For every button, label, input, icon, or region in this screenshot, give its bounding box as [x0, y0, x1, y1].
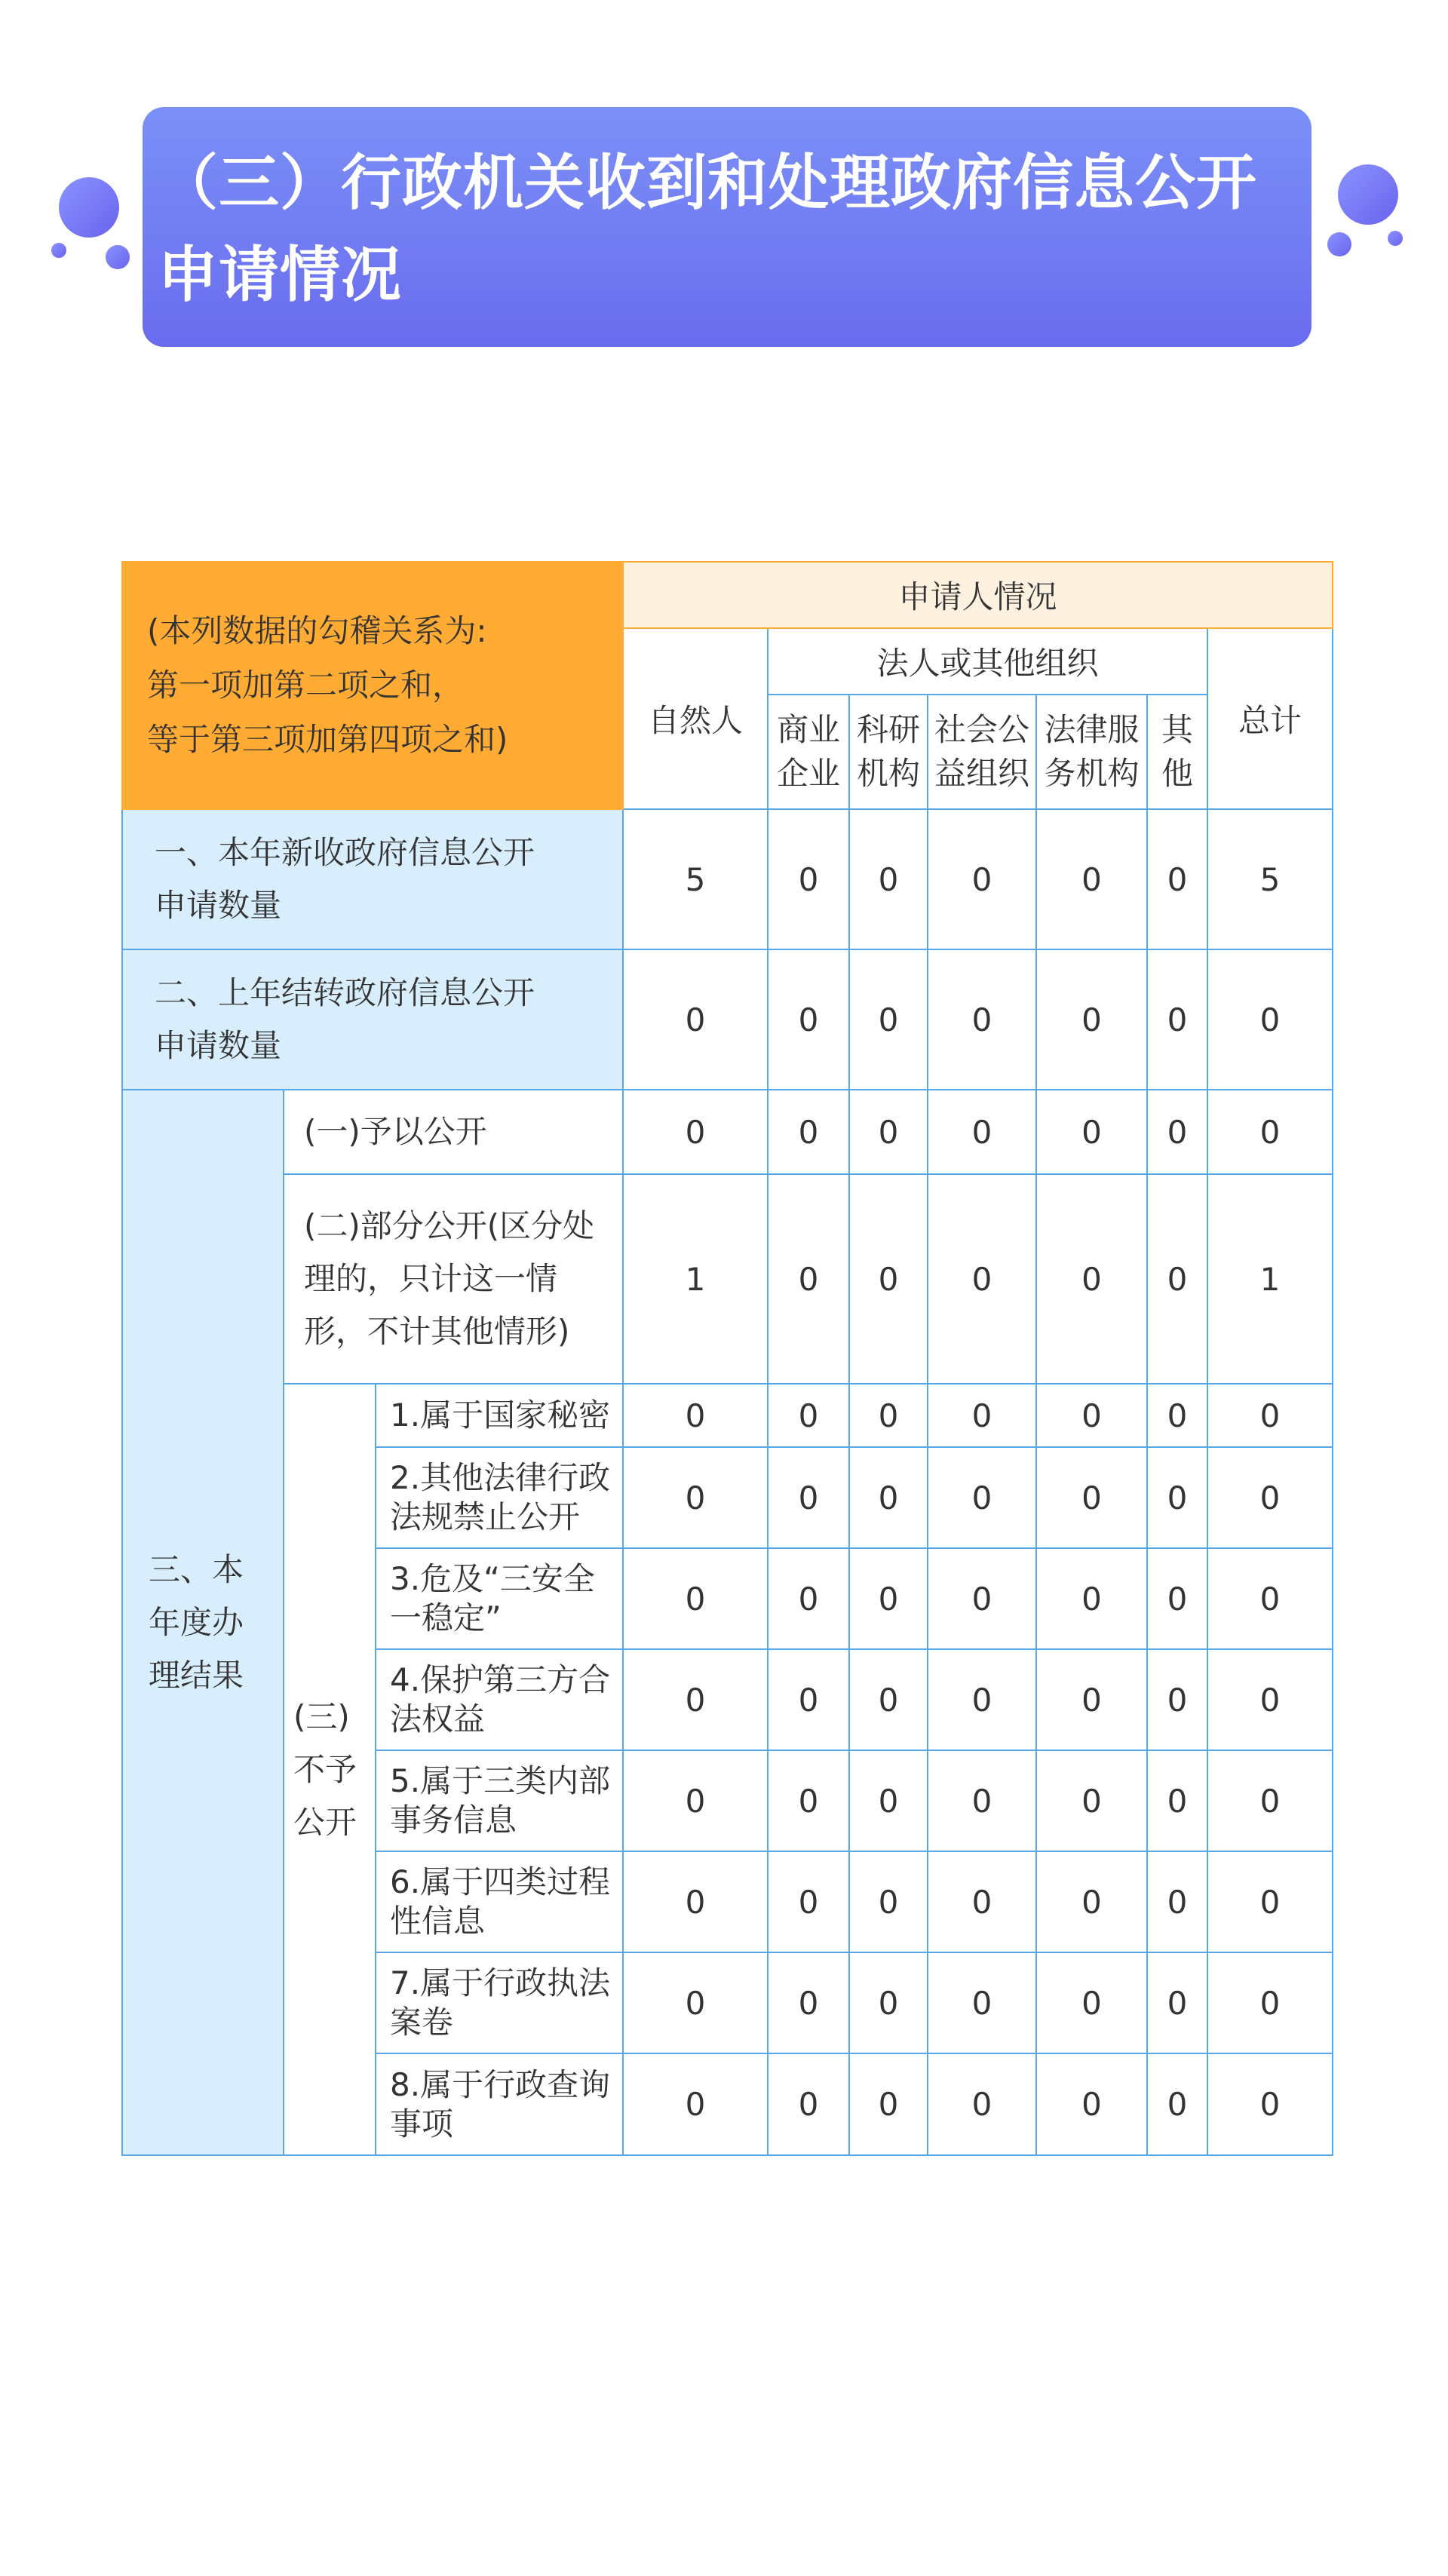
- cell-value: 0: [623, 1851, 768, 1952]
- cell-value: 0: [1207, 1090, 1333, 1174]
- cell-value: 0: [1147, 2053, 1207, 2155]
- cell-value: 0: [1036, 1952, 1147, 2053]
- cell-value: 0: [1036, 1384, 1147, 1447]
- header-legal-org: 法人或其他组织: [768, 628, 1207, 695]
- header-natural-person: 自然人: [623, 628, 768, 809]
- cell-value: 0: [1147, 1384, 1207, 1447]
- cell-value: 1: [623, 1174, 768, 1384]
- cell-value: 0: [1036, 1649, 1147, 1750]
- cell-value: 0: [849, 1750, 928, 1851]
- cell-value: 0: [928, 1750, 1036, 1851]
- cell-value: 0: [928, 809, 1036, 949]
- row-label-partially-disclosed: (二)部分公开(区分处 理的，只计这一情 形，不计其他情形): [284, 1174, 623, 1384]
- header-nonprofit: 社会公 益组织: [928, 695, 1036, 809]
- item-label: 5.属于三类内部 事务信息: [376, 1750, 623, 1851]
- cell-value: 0: [623, 1090, 768, 1174]
- cell-value: 0: [849, 1090, 928, 1174]
- header-research: 科研 机构: [849, 695, 928, 809]
- cell-value: 0: [1207, 1384, 1333, 1447]
- table-row: [122, 1090, 1333, 1174]
- cell-value: 0: [1207, 1447, 1333, 1548]
- row-label-carryover: 二、上年结转政府信息公开 申请数量: [122, 949, 623, 1090]
- cell-value: 0: [928, 1174, 1036, 1384]
- item-label: 2.其他法律行政 法规禁止公开: [376, 1447, 623, 1548]
- disclosure-table: [121, 561, 1333, 2156]
- cell-value: 0: [768, 1548, 849, 1649]
- table-row: [122, 949, 1333, 1090]
- cell-value: 5: [1207, 809, 1333, 949]
- cell-value: 0: [849, 1174, 928, 1384]
- decor-dot-left-small: [51, 243, 66, 258]
- cell-value: 0: [849, 2053, 928, 2155]
- item-label: 3.危及“三安全 一稳定”: [376, 1548, 623, 1649]
- cell-value: 0: [768, 1174, 849, 1384]
- cell-value: 0: [1207, 1750, 1333, 1851]
- table-row: [122, 809, 1333, 949]
- cell-value: 0: [1147, 1174, 1207, 1384]
- cell-value: 0: [928, 1447, 1036, 1548]
- cell-value: 0: [623, 1750, 768, 1851]
- cell-value: 1: [1207, 1174, 1333, 1384]
- header-legal-service: 法律服 务机构: [1036, 695, 1147, 809]
- corner-line-2: 第一项加第二项之和，: [147, 667, 465, 704]
- cell-value: 0: [768, 1851, 849, 1952]
- cell-value: 0: [1147, 1090, 1207, 1174]
- cell-value: 0: [623, 1952, 768, 2053]
- header-total: 总计: [1207, 628, 1333, 809]
- cell-value: 0: [768, 809, 849, 949]
- cell-value: 0: [1036, 949, 1147, 1090]
- cell-value: 0: [768, 949, 849, 1090]
- item-label: 7.属于行政执法 案卷: [376, 1952, 623, 2053]
- cell-value: 0: [623, 1447, 768, 1548]
- row-label-not-disclosed: (三) 不予 公开: [284, 1384, 376, 2155]
- cell-value: 0: [849, 1447, 928, 1548]
- header-other: 其 他: [1147, 695, 1207, 809]
- decor-dot-right-large: [1338, 164, 1398, 225]
- cell-value: 0: [623, 1649, 768, 1750]
- cell-value: 0: [1207, 1952, 1333, 2053]
- cell-value: 0: [849, 1548, 928, 1649]
- header-business: 商业 企业: [768, 695, 849, 809]
- cell-value: 0: [1207, 949, 1333, 1090]
- cell-value: 0: [928, 949, 1036, 1090]
- title-banner: [143, 107, 1311, 347]
- row-label-new-requests: 一、本年新收政府信息公开 申请数量: [122, 809, 623, 949]
- decor-dot-left-large: [59, 177, 119, 238]
- decor-dot-left-medium: [106, 245, 130, 269]
- decor-dot-right-small: [1388, 231, 1403, 246]
- cell-value: 0: [849, 1649, 928, 1750]
- cell-value: 0: [1147, 1750, 1207, 1851]
- cell-value: 0: [849, 949, 928, 1090]
- cell-value: 0: [928, 1090, 1036, 1174]
- cell-value: 0: [1207, 1851, 1333, 1952]
- cell-value: 0: [1036, 1851, 1147, 1952]
- cell-value: 0: [768, 1952, 849, 2053]
- cell-value: 0: [928, 1952, 1036, 2053]
- cell-value: 0: [1036, 1174, 1147, 1384]
- cell-value: 0: [1147, 1851, 1207, 1952]
- cell-value: 0: [1147, 949, 1207, 1090]
- cell-value: 0: [623, 1548, 768, 1649]
- cell-value: 0: [1036, 1090, 1147, 1174]
- cell-value: 0: [849, 809, 928, 949]
- cell-value: 0: [1036, 1447, 1147, 1548]
- corner-line-3: 等于第三项加第四项之和): [147, 721, 508, 758]
- cell-value: 0: [1207, 2053, 1333, 2155]
- cell-value: 0: [768, 1384, 849, 1447]
- cell-value: 0: [1147, 809, 1207, 949]
- cell-value: 0: [1147, 1548, 1207, 1649]
- cell-value: 0: [1147, 1447, 1207, 1548]
- cell-value: 0: [1147, 1649, 1207, 1750]
- cell-value: 0: [1147, 1952, 1207, 2053]
- item-label: 8.属于行政查询 事项: [376, 2053, 623, 2155]
- cell-value: 5: [623, 809, 768, 949]
- table-row: [122, 1384, 1333, 1447]
- cell-value: 0: [849, 1952, 928, 2053]
- item-label: 4.保护第三方合 法权益: [376, 1649, 623, 1750]
- cell-value: 0: [768, 2053, 849, 2155]
- cell-value: 0: [623, 1384, 768, 1447]
- cell-value: 0: [768, 1750, 849, 1851]
- row-label-disclosed: (一)予以公开: [284, 1090, 623, 1174]
- cell-value: 0: [928, 1548, 1036, 1649]
- row-label-results: 三、本 年度办 理结果: [122, 1090, 284, 2155]
- cell-value: 0: [928, 1384, 1036, 1447]
- header-corner-note: [122, 562, 623, 809]
- cell-value: 0: [768, 1649, 849, 1750]
- header-applicant: 申请人情况: [623, 562, 1333, 628]
- cell-value: 0: [928, 1649, 1036, 1750]
- cell-value: 0: [768, 1090, 849, 1174]
- cell-value: 0: [928, 2053, 1036, 2155]
- cell-value: 0: [1036, 2053, 1147, 2155]
- corner-line-1: (本列数据的勾稽关系为:: [147, 612, 487, 649]
- cell-value: 0: [849, 1384, 928, 1447]
- table-row: [122, 1174, 1333, 1384]
- item-label: 6.属于四类过程 性信息: [376, 1851, 623, 1952]
- cell-value: 0: [1207, 1548, 1333, 1649]
- cell-value: 0: [623, 2053, 768, 2155]
- cell-value: 0: [928, 1851, 1036, 1952]
- cell-value: 0: [768, 1447, 849, 1548]
- cell-value: 0: [1036, 809, 1147, 949]
- cell-value: 0: [849, 1851, 928, 1952]
- cell-value: 0: [1207, 1649, 1333, 1750]
- page-title: （三）行政机关收到和处理政府信息公开申请情况: [158, 148, 1257, 310]
- cell-value: 0: [1036, 1548, 1147, 1649]
- item-label: 1.属于国家秘密: [376, 1384, 623, 1447]
- cell-value: 0: [1036, 1750, 1147, 1851]
- cell-value: 0: [623, 949, 768, 1090]
- decor-dot-right-medium: [1327, 232, 1351, 256]
